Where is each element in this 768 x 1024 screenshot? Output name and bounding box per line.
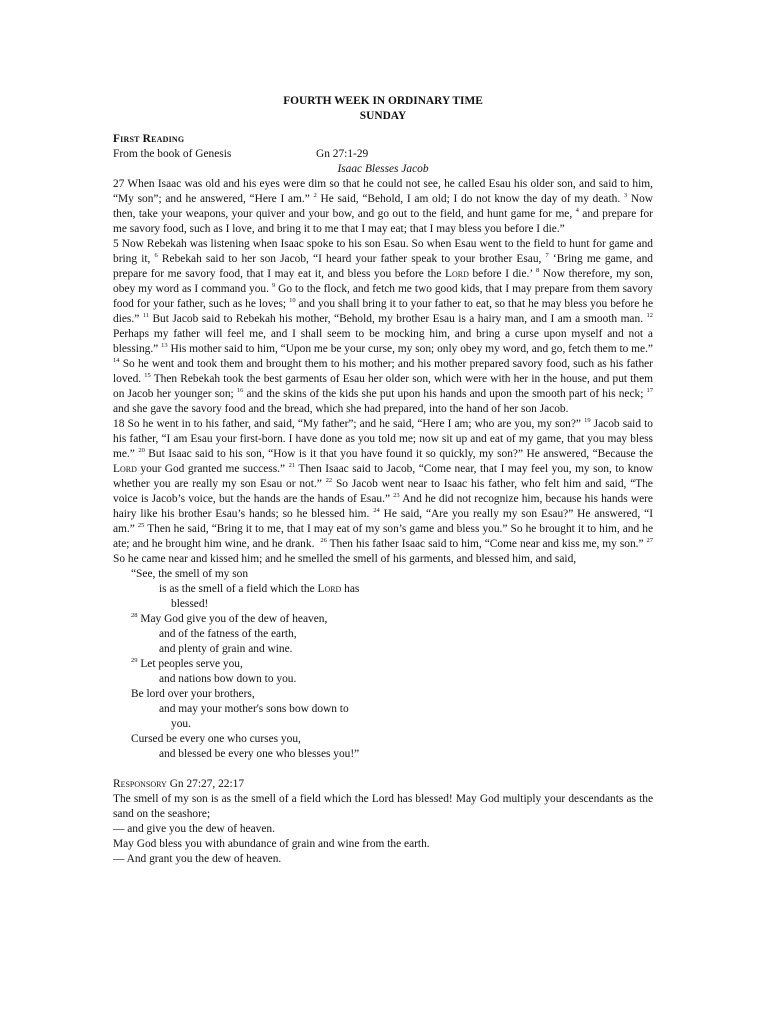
responsory-citation: Gn 27:27, 22:17 bbox=[169, 778, 245, 790]
poem-line: you. bbox=[171, 718, 191, 730]
poem-line: and blessed be every one who blesses you!” bbox=[159, 748, 360, 760]
poem-line: $^{29}$ Let peoples serve you, bbox=[131, 657, 243, 670]
poem-line: Be lord over your brothers, bbox=[131, 688, 255, 700]
poem-line: and nations bow down to you. bbox=[159, 673, 297, 685]
first-reading-heading: First Reading bbox=[113, 133, 185, 145]
responsory-line: May God bless you with abundance of grain and wine from the earth. bbox=[113, 838, 430, 850]
week-title: FOURTH WEEK IN ORDINARY TIME bbox=[283, 95, 483, 107]
poem-line: and plenty of grain and wine. bbox=[159, 643, 293, 655]
reading-paragraph: 18 So he went in to his father, and said, “My father”; and he said, “Here I am; who are you, my son?” $^{19}$ Jacob said to his father, “I am Esau your first-born. I have done as you told me; now sit up and eat of my game, that you may bless me.” $^{20}$ But Isaac said to his son, “How is it that you have found it so quickly, my son?” He answered, “Because the Lord your God granted me success.” $^{21}$ Then Isaac said to Jacob, “Come near, that I may feel you, my son, to know whether you are really my son Esau or not.” $^{22}$ So Jacob went near to Isaac his father, who felt him and said, “The voice is Jacob’s voice, but the hands are the hands of Esau.” $^{23}$ And he did not recognize him, because his hands were hairy like his brother Esau’s hands; so he blessed him. $^{24}$ He said, “Are you really my son Esau?” He answered, “I am.” $^{25}$ Then he said, “Bring it to me, that I may eat of my son’s game and bless you.” So he brought it to him, and he ate; and he brought him wine, and he drank. $^{26}$ Then his father Isaac said to him, “Come near and kiss me, my son.” $^{27}$ So he came near and kissed him; and he smelled the smell of his garments, and blessed him, and said, bbox=[113, 417, 654, 565]
responsory-line: The smell of my son is as the smell of a field which the Lord has blessed! May God multiply your descendants as the sand on the seashore; bbox=[113, 793, 653, 820]
reading-subtitle: Isaac Blesses Jacob bbox=[337, 163, 429, 175]
poem-line: “See, the smell of my son bbox=[131, 568, 249, 580]
poem-line: is as the smell of a field which the Lord has bbox=[159, 583, 360, 595]
responsory-heading: Responsory bbox=[113, 778, 167, 790]
document-page bbox=[113, 94, 653, 867]
responsory-heading-row bbox=[113, 777, 653, 792]
reading-source: From the book of Genesis bbox=[113, 148, 232, 160]
day-title: SUNDAY bbox=[359, 110, 407, 122]
responsory-line: — and give you the dew of heaven. bbox=[113, 823, 275, 835]
reading-citation: Gn 27:1-29 bbox=[316, 148, 369, 160]
poem-line: blessed! bbox=[171, 598, 209, 610]
poem-line: and may your mother's sons bow down to bbox=[159, 703, 349, 715]
reading-paragraph: 5 Now Rebekah was listening when Isaac spoke to his son Esau. So when Esau went to the field to hunt for game and bring it, $^6$ Rebekah said to her son Jacob, “I heard your father speak to your brother Esau, $^7$ ‘Bring me game, and prepare for me savory food, that I may eat it, and bless you before the Lord before I die.’ $^8$ Now therefore, my son, obey my word as I command you. $^9$ Go to the flock, and fetch me two good kids, that I may prepare from them savory food for your father, such as he loves; $^{10}$ and you shall bring it to your father to eat, so that he may bless you before he dies.” $^{11}$ But Jacob said to Rebekah his mother, “Behold, my brother Esau is a hairy man, and I am a smooth man. $^{12}$ Perhaps my father will feel me, and I shall seem to be mocking him, and bring a curse upon myself and not a blessing.” $^{13}$ His mother said to him, “Upon me be your curse, my son; only obey my word, and go, fetch them to me.” $^{14}$ So he went and took them and brought them to his mother; and his mother prepared savory food, such as his father loved. $^{15}$ Then Rebekah took the best garments of Esau her older son, which were with her in the house, and put them on Jacob her younger son; $^{16}$ and the skins of the kids she put upon his hands and upon the smooth part of his neck; $^{17}$ and she gave the savory food and the bread, which she had prepared, into the hand of her son Jacob. bbox=[113, 238, 653, 415]
responsory-line: — And grant you the dew of heaven. bbox=[113, 853, 282, 865]
reading-source-row bbox=[113, 147, 653, 162]
poem-line: Cursed be every one who curses you, bbox=[131, 733, 301, 745]
blessing-poem bbox=[113, 567, 653, 762]
poem-line: and of the fatness of the earth, bbox=[159, 628, 297, 640]
reading-paragraph: 27 When Isaac was old and his eyes were dim so that he could not see, he called Esau his older son, and said to him, “My son”; and he answered, “Here I am.” $^2$ He said, “Behold, I am old; I do not know the day of my death. $^3$ Now then, take your weapons, your quiver and your bow, and go out to the field, and hunt game for me, $^4$ and prepare for me savory food, such as I love, and bring it to me that I may eat; that I may bless you before I die.” bbox=[113, 178, 654, 235]
poem-line: $^{28}$ May God give you of the dew of heaven, bbox=[131, 612, 328, 625]
